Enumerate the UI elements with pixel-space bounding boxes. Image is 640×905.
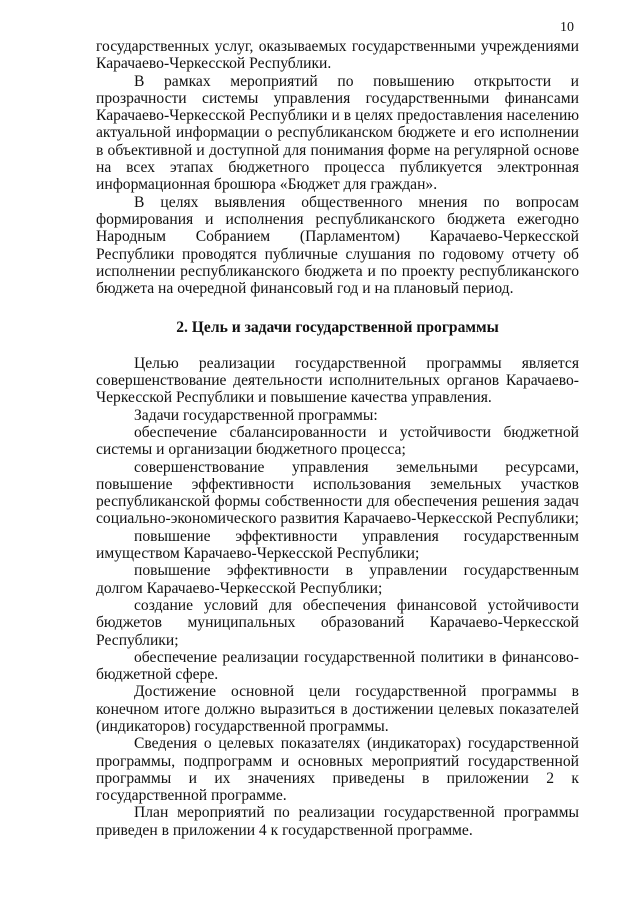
- tasks-heading: Задачи государственной программы:: [134, 406, 378, 424]
- task-item: повышение эффективности управления государственным имуществом Карачаево-Черкесской Республики;: [96, 527, 579, 563]
- paragraph-openness: В рамках мероприятий по повышению открытости и прозрачности системы управления государственными финансами Карачаево-Черкесской Республики и в целях предоставления населению актуальной информации о республиканском бюджете и его исполнении в объективной и доступной для понимания форме на регулярной основе на всех этапах бюджетного процесса публикуется электронная информационная брошюра «Бюджет для граждан».: [96, 72, 579, 194]
- task-item: создание условий для обеспечения финансовой устойчивости бюджетов муниципальных образований Карачаево-Черкесской Республики;: [96, 596, 579, 649]
- section-body: [96, 355, 579, 839]
- task-item: обеспечение реализации государственной политики в финансово-бюджетной сфере.: [96, 648, 579, 684]
- task-item: повышение эффективности в управлении государственным долгом Карачаево-Черкесской Республики;: [96, 562, 579, 597]
- paragraph-plan: План мероприятий по реализации государственной программы приведен в приложении 4 к государственной программе.: [96, 804, 579, 839]
- paragraph-continuation: государственных услуг, оказываемых государственными учреждениями Карачаево-Черкесской Республики.: [96, 38, 579, 73]
- page-number: 10: [560, 20, 574, 35]
- page-content: [96, 38, 579, 839]
- section-title: 2. Цель и задачи государственной программы: [176, 319, 499, 337]
- paragraph-goal: Целью реализации государственной программы является совершенствование деятельности исполнительных органов Карачаево-Черкесской Республики и повышение качества управления.: [96, 354, 579, 407]
- paragraph-indicators: Сведения о целевых показателях (индикаторах) государственной программы, подпрограмм и основных мероприятий государственной программы и их значениях приведены в приложении 2 к государственной программе.: [96, 735, 579, 805]
- paragraph-achievement: Достижение основной цели государственной программы в конечном итоге должно выразиться в достижении целевых показателей (индикаторов) государственной программы.: [96, 683, 579, 735]
- paragraph-public-hearings: В целях выявления общественного мнения по вопросам формирования и исполнения республиканского бюджета ежегодно Народным Собранием (Парламентом) Карачаево-Черкесской Республики проводятся публичные слушания по годовому отчету об исполнении республиканского бюджета и по проекту республиканского бюджета на очередной финансовый год и на плановый период.: [96, 193, 579, 298]
- task-item: совершенствование управления земельными ресурсами, повышение эффективности использования земельных участков республиканской формы собственности для обеспечения решения задач социально-экономического развития Карачаево-Черкесской Республики;: [96, 458, 579, 528]
- task-item: обеспечение сбалансированности и устойчивости бюджетной системы и организации бюджетного процесса;: [96, 423, 579, 459]
